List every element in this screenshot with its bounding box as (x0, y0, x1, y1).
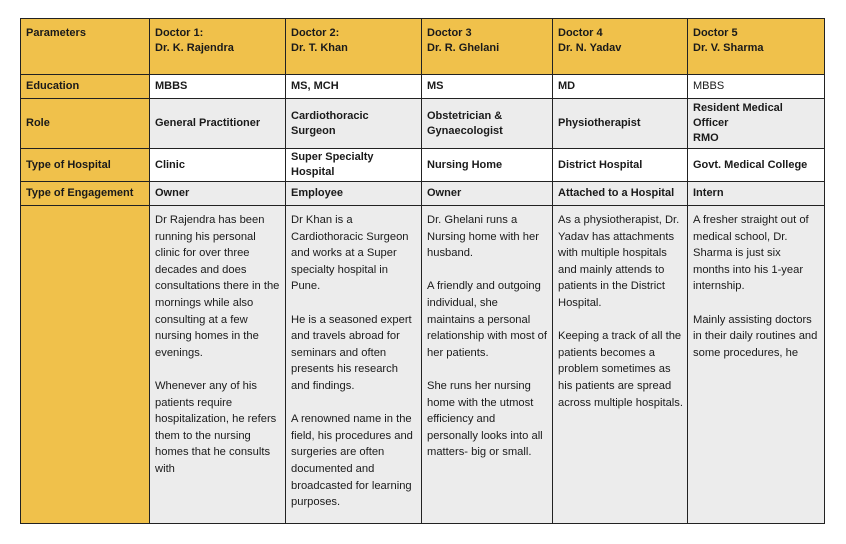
hospital-value: Govt. Medical College (693, 158, 808, 171)
engagement-value: Attached to a Hospital (558, 187, 675, 199)
doctor-comparison-table (20, 18, 825, 524)
header-doctor-3 (422, 19, 553, 75)
engagement-value: Owner (427, 187, 462, 199)
header-doctor-4 (553, 19, 688, 75)
engagement-value: Owner (155, 187, 190, 199)
description-paragraph: She runs her nursing home with the utmost efficiency and personally looks into all matters- big or small. (427, 379, 543, 459)
header-row (21, 19, 825, 75)
engagement-value: Intern (693, 187, 724, 199)
description-row (21, 206, 825, 524)
doctor-5-description (688, 206, 824, 361)
doctor-number: Doctor 3 (427, 27, 472, 39)
education-value: MS, MCH (291, 80, 339, 92)
description-paragraph: As a physiotherapist, Dr. Yadav has attachments with multiple hospitals and mainly attends to patients in the District Hospital. (558, 214, 680, 309)
role-abbreviation: RMO (693, 132, 719, 144)
education-value: MBBS (693, 80, 725, 92)
role-label: Role (26, 117, 50, 129)
header-doctor-2 (286, 19, 422, 75)
hospital-value: District Hospital (558, 158, 643, 171)
hospital-value: Super Specialty Hospital (291, 151, 374, 178)
doctor-3-description (422, 206, 552, 461)
doctor-2-description (286, 206, 421, 511)
description-paragraph: A renowned name in the field, his procedures and surgeries are often documented and broadcasted for learning purposes. (291, 413, 413, 509)
header-parameters (21, 19, 150, 75)
role-value: Obstetrician & Gynaecologist (427, 109, 503, 137)
description-paragraph: Dr. Ghelani runs a Nursing home with her husband. (427, 214, 539, 260)
description-paragraph: Keeping a track of all the patients becomes a problem sometimes as his patients are spread across multiple hospitals. (558, 330, 683, 409)
description-paragraph: Dr Rajendra has been running his personal clinic for over three decades and does consultations there in the mornings while also consulting at a few nursing homes in the evenings. (155, 214, 280, 359)
role-value: General Practitioner (155, 117, 261, 129)
education-row (21, 75, 825, 99)
role-value: Resident Medical Officer (693, 102, 783, 129)
doctor-number: Doctor 4 (558, 27, 603, 39)
education-value: MS (427, 80, 444, 92)
description-paragraph: A friendly and outgoing individual, she maintains a personal relationship with most of her patients. (427, 280, 548, 359)
header-doctor-1 (150, 19, 286, 75)
doctor-name: Dr. K. Rajendra (155, 42, 234, 54)
role-row (21, 99, 825, 149)
doctor-4-description (553, 206, 687, 411)
doctor-name: Dr. R. Ghelani (427, 42, 500, 54)
doctor-number: Doctor 5 (693, 27, 738, 39)
header-doctor-5 (688, 19, 825, 75)
role-value: Physiotherapist (558, 117, 641, 129)
parameters-label: Parameters (26, 27, 86, 39)
hospital-value: Nursing Home (427, 158, 503, 171)
education-value: MBBS (155, 80, 188, 92)
description-paragraph: A fresher straight out of medical school, Dr. Sharma is just six months into his 1-year internship. (693, 214, 809, 293)
education-label: Education (26, 80, 80, 92)
engagement-label: Type of Engagement (26, 187, 134, 199)
engagement-value: Employee (291, 187, 343, 199)
hospital-label: Type of Hospital (26, 158, 111, 171)
hospital-row (21, 149, 825, 182)
doctor-name: Dr. V. Sharma (693, 42, 764, 54)
education-value: MD (558, 80, 576, 92)
doctor-name: Dr. N. Yadav (558, 42, 622, 54)
description-paragraph: Whenever any of his patients require hospitalization, he refers them to the nursing homes that he consults with (155, 379, 277, 475)
description-paragraph: He is a seasoned expert and travels abroad for seminars and often presents his research and findings. (291, 313, 412, 392)
description-paragraph: Mainly assisting doctors in their daily routines and some procedures, he (693, 313, 818, 359)
doctor-number: Doctor 1: (155, 27, 204, 39)
doctor-1-description (150, 206, 285, 478)
role-value: Cardiothoracic Surgeon (291, 109, 369, 137)
doctor-name: Dr. T. Khan (291, 42, 348, 54)
description-paragraph: Dr Khan is a Cardiothoracic Surgeon and works at a Super specialty hospital in Pune. (291, 214, 409, 293)
description-label-cell (21, 206, 150, 524)
hospital-value: Clinic (155, 158, 185, 171)
engagement-row (21, 182, 825, 206)
doctor-number: Doctor 2: (291, 27, 340, 39)
